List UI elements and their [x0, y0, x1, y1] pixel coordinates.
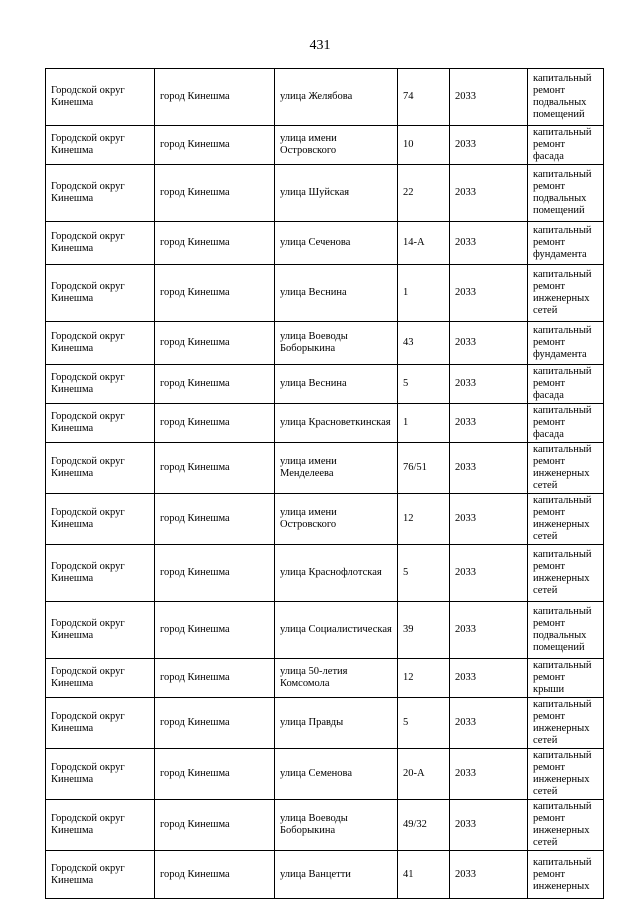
street-cell: улица имени Островского	[275, 494, 398, 545]
municipality-cell: Городской округ Кинешма	[46, 443, 155, 494]
city-cell: город Кинешма	[155, 851, 275, 899]
work-type-cell: капитальный ремонт инженерных сетей	[528, 494, 604, 545]
house-number-cell: 12	[398, 659, 450, 698]
city-cell: город Кинешма	[155, 365, 275, 404]
municipality-cell: Городской округ Кинешма	[46, 265, 155, 322]
year-cell: 2033	[450, 602, 528, 659]
house-number-cell: 1	[398, 265, 450, 322]
table-row	[46, 69, 604, 126]
municipality-cell: Городской округ Кинешма	[46, 494, 155, 545]
municipality-cell: Городской округ Кинешма	[46, 659, 155, 698]
house-number-cell: 20-А	[398, 749, 450, 800]
table-row	[46, 749, 604, 800]
house-number-cell: 5	[398, 698, 450, 749]
work-type-cell: капитальный ремонт фасада	[528, 404, 604, 443]
house-number-cell: 49/32	[398, 800, 450, 851]
municipality-cell: Городской округ Кинешма	[46, 222, 155, 265]
year-cell: 2033	[450, 165, 528, 222]
street-cell: улица имени Островского	[275, 126, 398, 165]
street-cell: улица имени Менделеева	[275, 443, 398, 494]
table-row	[46, 265, 604, 322]
work-type-cell: капитальный ремонт инженерных сетей	[528, 800, 604, 851]
work-type-cell: капитальный ремонт инженерных сетей	[528, 265, 604, 322]
year-cell: 2033	[450, 404, 528, 443]
city-cell: город Кинешма	[155, 126, 275, 165]
year-cell: 2033	[450, 749, 528, 800]
street-cell: улица Ванцетти	[275, 851, 398, 899]
work-type-cell: капитальный ремонт фундамента	[528, 222, 604, 265]
year-cell: 2033	[450, 800, 528, 851]
year-cell: 2033	[450, 126, 528, 165]
city-cell: город Кинешма	[155, 545, 275, 602]
house-number-cell: 1	[398, 404, 450, 443]
house-number-cell: 41	[398, 851, 450, 899]
house-number-cell: 74	[398, 69, 450, 126]
street-cell: улица Желябова	[275, 69, 398, 126]
municipality-cell: Городской округ Кинешма	[46, 851, 155, 899]
municipality-cell: Городской округ Кинешма	[46, 602, 155, 659]
street-cell: улица Воеводы Боборыкина	[275, 322, 398, 365]
city-cell: город Кинешма	[155, 165, 275, 222]
year-cell: 2033	[450, 698, 528, 749]
municipality-cell: Городской округ Кинешма	[46, 322, 155, 365]
work-type-cell: капитальный ремонт фасада	[528, 365, 604, 404]
city-cell: город Кинешма	[155, 404, 275, 443]
table-row	[46, 165, 604, 222]
municipality-cell: Городской округ Кинешма	[46, 749, 155, 800]
year-cell: 2033	[450, 265, 528, 322]
table-row	[46, 851, 604, 899]
table-body	[46, 69, 604, 899]
year-cell: 2033	[450, 222, 528, 265]
work-type-cell: капитальный ремонт инженерных	[528, 851, 604, 899]
year-cell: 2033	[450, 322, 528, 365]
city-cell: город Кинешма	[155, 602, 275, 659]
year-cell: 2033	[450, 494, 528, 545]
street-cell: улица 50-летия Комсомола	[275, 659, 398, 698]
work-type-cell: капитальный ремонт подвальных помещений	[528, 69, 604, 126]
city-cell: город Кинешма	[155, 443, 275, 494]
city-cell: город Кинешма	[155, 800, 275, 851]
street-cell: улица Краснофлотская	[275, 545, 398, 602]
house-number-cell: 39	[398, 602, 450, 659]
table-row	[46, 222, 604, 265]
table-row	[46, 800, 604, 851]
year-cell: 2033	[450, 443, 528, 494]
street-cell: улица Воеводы Боборыкина	[275, 800, 398, 851]
work-type-cell: капитальный ремонт подвальных помещений	[528, 165, 604, 222]
municipality-cell: Городской округ Кинешма	[46, 165, 155, 222]
house-number-cell: 76/51	[398, 443, 450, 494]
house-number-cell: 10	[398, 126, 450, 165]
work-type-cell: капитальный ремонт инженерных сетей	[528, 443, 604, 494]
house-number-cell: 12	[398, 494, 450, 545]
city-cell: город Кинешма	[155, 322, 275, 365]
work-type-cell: капитальный ремонт инженерных сетей	[528, 545, 604, 602]
municipality-cell: Городской округ Кинешма	[46, 800, 155, 851]
city-cell: город Кинешма	[155, 659, 275, 698]
page-number: 431	[309, 38, 331, 53]
municipality-cell: Городской округ Кинешма	[46, 365, 155, 404]
table-row	[46, 698, 604, 749]
street-cell: улица Красноветкинская	[275, 404, 398, 443]
table-row	[46, 126, 604, 165]
street-cell: улица Шуйская	[275, 165, 398, 222]
city-cell: город Кинешма	[155, 265, 275, 322]
table-row	[46, 659, 604, 698]
work-type-cell: капитальный ремонт фасада	[528, 126, 604, 165]
work-type-cell: капитальный ремонт инженерных сетей	[528, 749, 604, 800]
year-cell: 2033	[450, 545, 528, 602]
work-type-cell: капитальный ремонт фундамента	[528, 322, 604, 365]
municipality-cell: Городской округ Кинешма	[46, 126, 155, 165]
city-cell: город Кинешма	[155, 698, 275, 749]
table-row	[46, 443, 604, 494]
municipality-cell: Городской округ Кинешма	[46, 404, 155, 443]
table-row	[46, 494, 604, 545]
city-cell: город Кинешма	[155, 749, 275, 800]
house-number-cell: 43	[398, 322, 450, 365]
work-type-cell: капитальный ремонт инженерных сетей	[528, 698, 604, 749]
street-cell: улица Сеченова	[275, 222, 398, 265]
work-type-cell: капитальный ремонт подвальных помещений	[528, 602, 604, 659]
year-cell: 2033	[450, 69, 528, 126]
year-cell: 2033	[450, 659, 528, 698]
street-cell: улица Веснина	[275, 365, 398, 404]
table-row	[46, 404, 604, 443]
municipality-cell: Городской округ Кинешма	[46, 698, 155, 749]
house-number-cell: 22	[398, 165, 450, 222]
municipality-cell: Городской округ Кинешма	[46, 545, 155, 602]
table-row	[46, 602, 604, 659]
table-row	[46, 365, 604, 404]
city-cell: город Кинешма	[155, 69, 275, 126]
house-number-cell: 5	[398, 365, 450, 404]
city-cell: город Кинешма	[155, 222, 275, 265]
street-cell: улица Семенова	[275, 749, 398, 800]
street-cell: улица Социалистическая	[275, 602, 398, 659]
table-row	[46, 322, 604, 365]
street-cell: улица Правды	[275, 698, 398, 749]
table-row	[46, 545, 604, 602]
year-cell: 2033	[450, 851, 528, 899]
house-number-cell: 14-А	[398, 222, 450, 265]
work-type-cell: капитальный ремонт крыши	[528, 659, 604, 698]
city-cell: город Кинешма	[155, 494, 275, 545]
street-cell: улица Веснина	[275, 265, 398, 322]
municipality-cell: Городской округ Кинешма	[46, 69, 155, 126]
house-number-cell: 5	[398, 545, 450, 602]
repair-schedule-table	[45, 68, 604, 899]
year-cell: 2033	[450, 365, 528, 404]
